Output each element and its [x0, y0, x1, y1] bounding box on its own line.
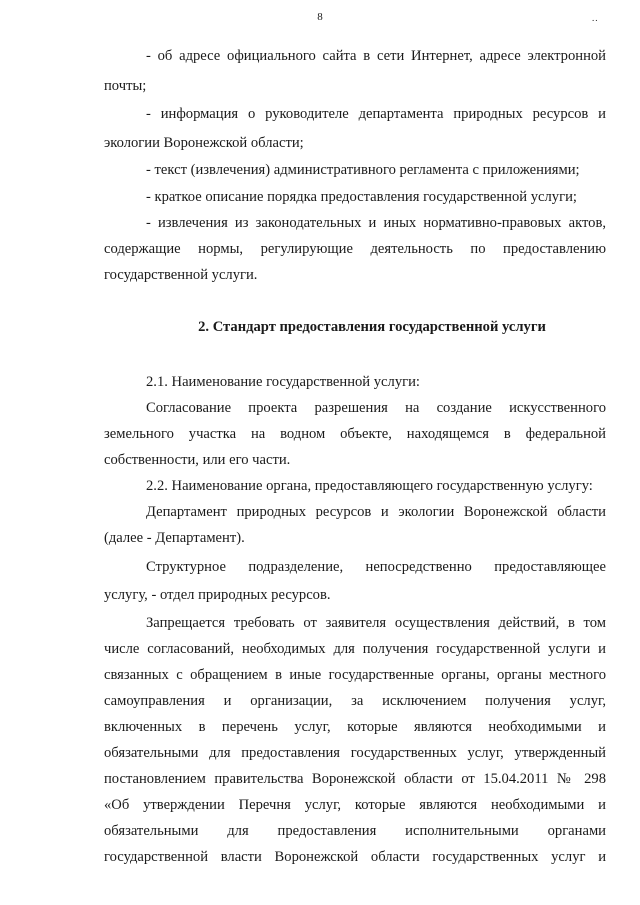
page-number: 8 [317, 11, 323, 23]
list-item-head-info-cont: экологии Воронежской области; [104, 135, 304, 151]
list-item-website-cont: почты; [104, 78, 147, 94]
section-2-2-heading: 2.2. Наименование органа, предоставляющего государственную услугу: [146, 478, 593, 494]
section-2-2-prohibition-cont-9: государственной власти Воронежской области государственных услуг и [104, 849, 606, 865]
section-2-1-text-cont-1: земельного участка на водном объекте, находящемся в федеральной [104, 426, 606, 442]
section-2-1-text: Согласование проекта разрешения на создание искусственного [146, 400, 606, 416]
section-2-1-text-cont-2: собственности, или его части. [104, 452, 291, 468]
section-2-2-prohibition-cont-5: обязательными для предоставления государственных услуг, утвержденный [104, 745, 606, 761]
section-2-2-prohibition-cont-2: связанных с обращением в иные государственные органы, органы местного [104, 667, 606, 683]
section-2-1-heading: 2.1. Наименование государственной услуги: [146, 374, 420, 390]
section-2-2-prohibition-cont-7: «Об утверждении Перечня услуг, которые являются необходимыми и [104, 797, 606, 813]
list-item-website: - об адресе официального сайта в сети Интернет, адресе электронной [146, 48, 606, 64]
section-2-2-unit-cont: услугу, - отдел природных ресурсов. [104, 587, 331, 603]
section-2-2-prohibition-cont-4: включенных в перечень услуг, которые являются необходимыми и [104, 719, 606, 735]
section-2-2-dept: Департамент природных ресурсов и экологии Воронежской области [146, 504, 606, 520]
list-item-legal-excerpts-cont-2: государственной услуги. [104, 267, 258, 283]
section-2-2-dept-cont: (далее - Департамент). [104, 530, 245, 546]
section-2-2-prohibition-cont-6: постановлением правительства Воронежской области от 15.04.2011 № 298 [104, 771, 606, 787]
corner-mark: .. [592, 13, 599, 23]
list-item-regulation-text: - текст (извлечения) административного регламента с приложениями; [146, 162, 580, 178]
list-item-legal-excerpts-cont-1: содержащие нормы, регулирующие деятельность по предоставлению [104, 241, 606, 257]
section-2-2-prohibition: Запрещается требовать от заявителя осуществления действий, в том [146, 615, 606, 631]
list-item-legal-excerpts: - извлечения из законодательных и иных нормативно-правовых актов, [146, 215, 606, 231]
list-item-procedure-summary: - краткое описание порядка предоставления государственной услуги; [146, 189, 577, 205]
section-2-2-prohibition-cont-8: обязательными для предоставления исполнительными органами [104, 823, 606, 839]
section-title: 2. Стандарт предоставления государственной услуги [198, 319, 546, 335]
list-item-head-info: - информация о руководителе департамента природных ресурсов и [146, 106, 606, 122]
section-2-2-prohibition-cont-3: самоуправления и организации, за исключением получения услуг, [104, 693, 606, 709]
section-2-2-prohibition-cont-1: числе согласований, необходимых для получения государственной услуги и [104, 641, 606, 657]
section-2-2-unit: Структурное подразделение, непосредственно предоставляющее [146, 559, 606, 575]
